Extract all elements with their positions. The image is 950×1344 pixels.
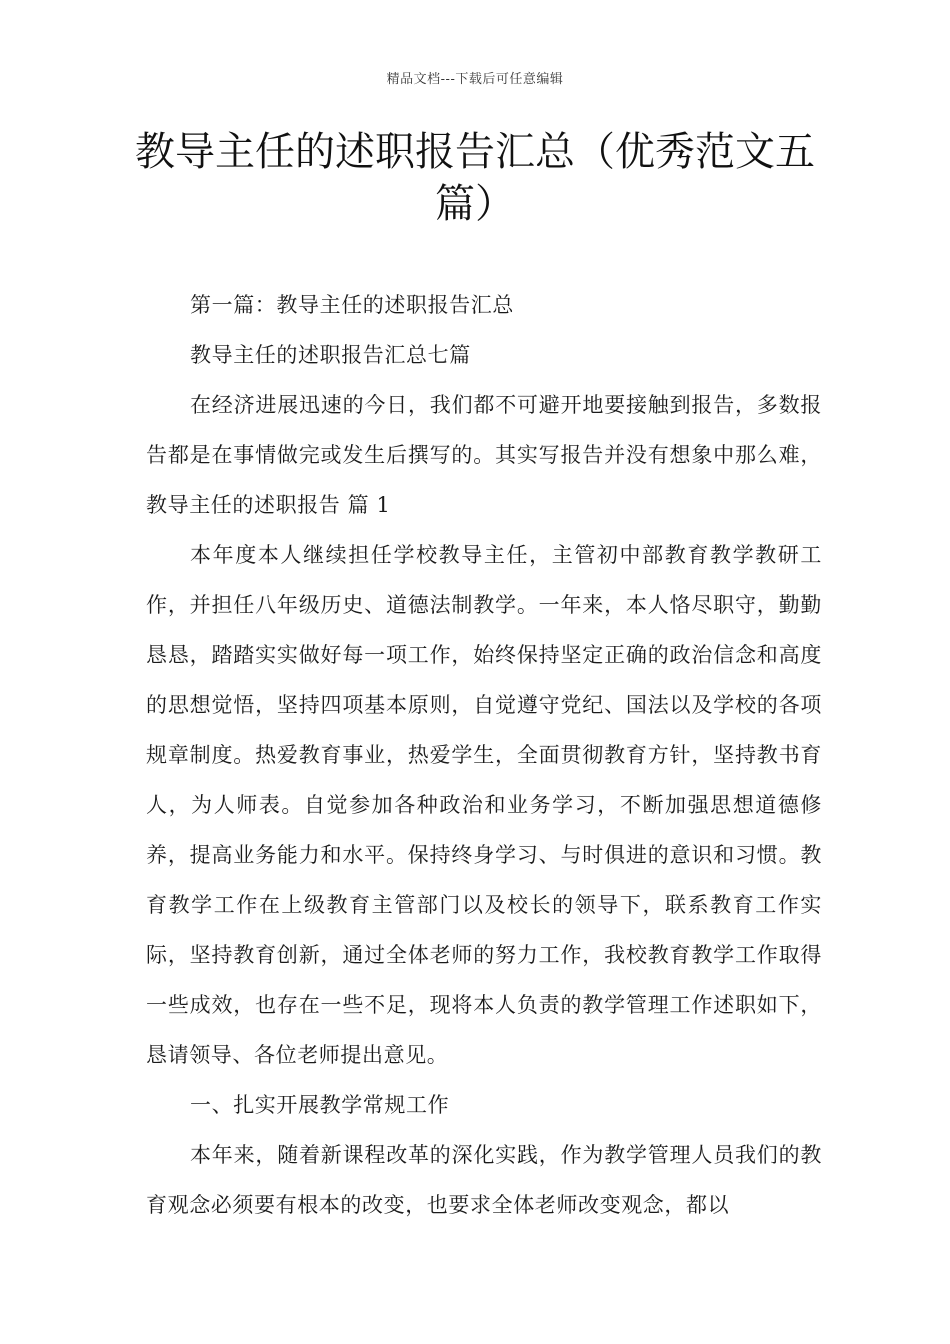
- intro-paragraph: 在经济进展迅速的今日，我们都不可避开地要接触到报告，多数报告都是在事情做完或发生后撰写的。其实写报告并没有想象中那么难，教导主任的述职报告 篇 1: [146, 393, 822, 517]
- subtitle-paragraph: 教导主任的述职报告汇总七篇: [190, 343, 471, 367]
- document-title: 教导主任的述职报告汇总（优秀范文五篇）: [135, 129, 815, 227]
- document-body: [146, 280, 822, 1230]
- section-heading-1: 一、扎实开展教学常规工作: [190, 1093, 450, 1117]
- body-paragraph-2: 本年来，随着新课程改革的深化实践，作为教学管理人员我们的教育观念必须要有根本的改变，也要求全体老师改变观念，都以: [146, 1143, 822, 1217]
- body-paragraph: 本年度本人继续担任学校教导主任，主管初中部教育教学教研工作，并担任八年级历史、道德法制教学。一年来，本人恪尽职守，勤勤恳恳，踏踏实实做好每一项工作，始终保持坚定正确的政治信念和高度的思想觉悟，坚持四项基本原则，自觉遵守党纪、国法以及学校的各项规章制度。热爱教育事业，热爱学生，全面贯彻教育方针，坚持教书育人，为人师表。自觉参加各种政治和业务学习，不断加强思想道德修养，提高业务能力和水平。保持终身学习、与时俱进的意识和习惯。教育教学工作在上级教育主管部门以及校长的领导下，联系教育工作实际，坚持教育创新，通过全体老师的努力工作，我校教育教学工作取得一些成效，也存在一些不足，现将本人负责的教学管理工作述职如下，恳请领导、各位老师提出意见。: [146, 543, 822, 1067]
- section-heading: 第一篇：教导主任的述职报告汇总: [190, 293, 514, 317]
- header-note: 精品文档---下载后可任意编辑: [386, 72, 564, 87]
